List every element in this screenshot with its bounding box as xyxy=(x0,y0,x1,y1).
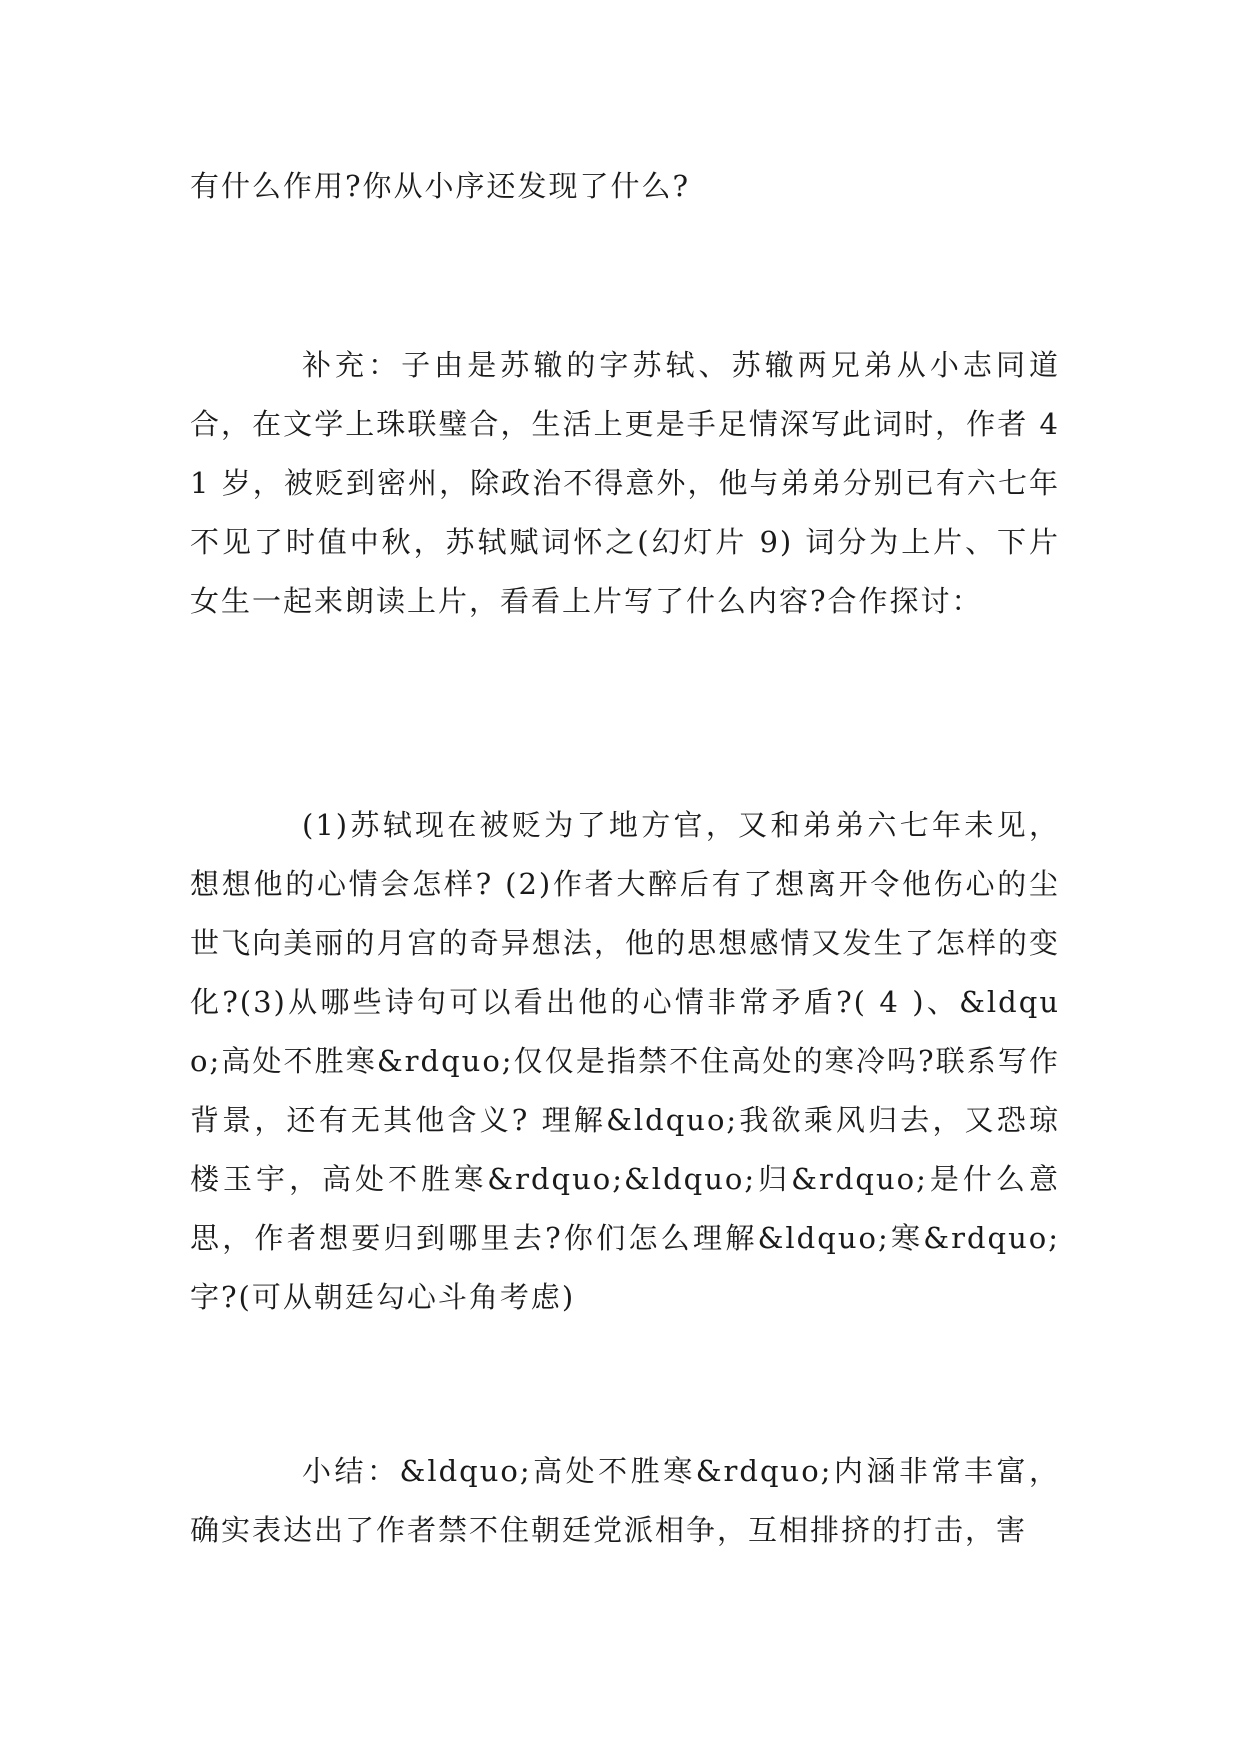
paragraph-supplement: 补充：子由是苏辙的字苏轼、苏辙两兄弟从小志同道合，在文学上珠联璧合，生活上更是手足情深写此词时，作者 41 岁，被贬到密州，除政治不得意外，他与弟弟分别已有六七年不见了时值中秋，苏轼赋词怀之(幻灯片 9) 词分为上片、下片女生一起来朗读上片，看看上片写了什么内容?合作探讨： xyxy=(190,348,1060,618)
paragraph-summary: 小结：&ldquo;高处不胜寒&rdquo;内涵非常丰富，确实表达出了作者禁不住朝廷党派相争，互相排挤的打击，害 xyxy=(190,1454,1060,1547)
paragraph-discussion-questions: (1)苏轼现在被贬为了地方官，又和弟弟六七年未见，想想他的心情会怎样? (2)作者大醉后有了想离开令他伤心的尘世飞向美丽的月宫的奇异想法，他的思想感情又发生了怎样的变化?(3)从哪些诗句可以看出他的心情非常矛盾?( 4 )、&ldquo;高处不胜寒&rdquo;仅仅是指禁不住高处的寒冷吗?联系写作背景，还有无其他含义? 理解&ldquo;我欲乘风归去，又恐琼楼玉宇，高处不胜寒&rdquo;&ldquo;归&rdquo;是什么意思，作者想要归到哪里去?你们怎么理解&ldquo;寒&rdquo;字?(可从朝廷勾心斗角考虑) xyxy=(190,808,1060,1314)
paragraph-question-continuation: 有什么作用?你从小序还发现了什么? xyxy=(190,169,691,203)
